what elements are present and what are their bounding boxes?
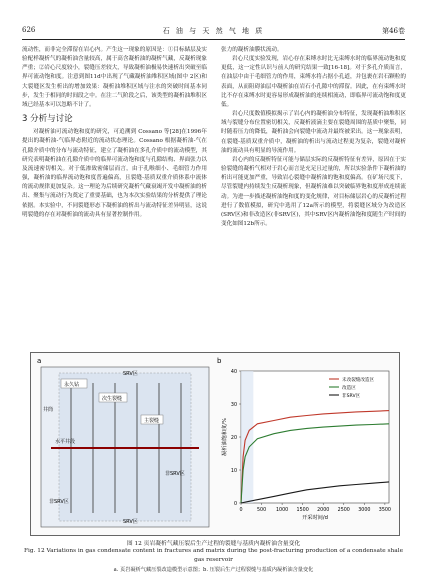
figure-caption-en-cont: gas reservoir [194, 557, 233, 563]
x-tick-label: 3500 [378, 508, 391, 513]
y-tick-label: 20 [230, 435, 237, 441]
left-column [22, 46, 207, 220]
y-tick-label: 0 [233, 501, 237, 507]
x-tick-label: 1500 [296, 508, 309, 513]
header-rule [22, 39, 405, 40]
figure-svg [31, 353, 399, 535]
x-tick-label: 500 [256, 508, 267, 513]
left-paragraph-2: 对凝析油可流动饱和度的研究，可追溯到 Cossano 等[28]在1996年提出的凝析油-气临界态附近的流动状态理论。Cossano 根据凝析油-气在孔隙介质中的分布与流动特征，建立了凝析油在多孔介质中的流动模型，其研究表明凝析油在孔隙介质中的临界可流动饱和度与孔隙结构、界面张力以及流速密切相关。对于低渗致密储层而言，由于孔喉细小、毛细管力作用强，凝析油的临界流动饱和度普遍偏高，且裂缝-基质双重介质体系中流体的流动规律更加复杂。这一理论为后续研究凝析气藏衰竭开发中凝析油的析出、聚集与流动行为奠定了重要基础，也为本次实验结果的分析提供了理论依据。本实验中，不同裂缝形态下凝析油的析出与流动特征差异明显，这说明裂缝的存在对凝析油的流动具有显著控制作用。 [22, 129, 207, 218]
page-number: 626 [22, 26, 36, 34]
section-heading: 3 分析与讨论 [22, 114, 73, 125]
right-paragraph-2: 岩心尺度实验发现，岩心存在束缚水时比无束缚水时的临界流动饱和度更低，这一定性认识与前人的研究结果一致[16-18]。对于多孔介质而言，在油层中由于毛细管力的作用，束缚水将占据小孔道，并包裹在岩石颗粒的表面，从而阻碍油层中凝析油在岩石小孔隙中的滞留。因此，在有束缚水时比不存在束缚水时更容易形成凝析油的连续相流动，即临界可流动饱和度更低。 [221, 56, 406, 108]
schematic-label: 永久钻 [64, 382, 80, 388]
y-tick-label: 30 [230, 402, 237, 408]
schematic-label: 主裂缝 [144, 418, 160, 424]
x-axis-label: 开采时间/d [302, 515, 328, 521]
x-tick-label: 2000 [317, 508, 330, 513]
figure-caption-en: Fig. 12 Variations in gas condensate content in fractures and matrix during the post-fracturing production of a condensate shale [24, 548, 403, 554]
y-axis-label: 凝析油饱和度/% [222, 418, 228, 456]
right-paragraph-3: 岩心尺度数值模拟揭示了岩心内的凝析油分布特征，发现凝析油堆积区域与裂缝分布位置密切相关，反凝析液滴主要在裂缝周围的基质中聚集，同时随着压力的降低，凝析油会向裂缝中流动并最终被采出。这一现象表明，在裂缝-基质双重介质中，凝析油的析出与流动过程更为复杂，裂缝对凝析油的流动具有明显的导流作用。 [221, 111, 406, 154]
volume-label: 第46卷 [382, 27, 405, 35]
right-paragraph-1: 张力的凝析油膜状流动。 [221, 47, 283, 53]
right-column [221, 46, 406, 229]
figure-12 [30, 352, 400, 536]
y-tick-label: 10 [230, 468, 237, 474]
schematic-label: SRV区 [123, 519, 138, 525]
schematic-label: SRV区 [123, 371, 138, 377]
running-header [22, 26, 405, 38]
schematic-label: 非SRV区 [49, 499, 69, 505]
schematic-label: 井筒 [43, 407, 54, 413]
legend-label: 未改裂缝改造区 [342, 377, 375, 383]
x-tick-label: 1000 [276, 508, 289, 513]
figure-caption-cn: 图 12 页岩凝析气藏压裂后生产过程的裂缝与基质内凝析油含量变化 [126, 541, 301, 547]
legend-label: 改造区 [342, 385, 356, 391]
highlight-band [241, 371, 253, 503]
schematic-label: 非SRV区 [165, 471, 185, 477]
x-tick-label: 2500 [337, 508, 350, 513]
x-tick-label: 3000 [358, 508, 371, 513]
right-paragraph-4: 岩心内的反凝析特征可能与储层实际的反凝析特征有差异，原因在于实验裂缝的凝析气相对于岩心而言是充足且过量的，所以实验条件下凝析油的析出可能更加严重，导致岩心裂缝中凝析油的饱和度偏高。在矿场尺度下，尽管裂缝内持续发生反凝析现象，但凝析油难以突破临界饱和度形成连续流动。为进一步描述凝析油饱和度的变化规律，对目标储层岩心的反凝析过程进行了数值模拟，研究中选用了12a所示的模型，将裂缝区域分为改造区(SRV区)和非改造区(非SRV区)，其中SRV区内凝析油饱和度随生产时间的变化如图12b所示。 [221, 156, 406, 227]
schematic-label: 次生裂缝 [102, 396, 123, 402]
legend-label: 非SRV区 [342, 393, 361, 399]
x-tick-label: 0 [239, 508, 243, 513]
figure-subcaption: a. 页岩凝析气藏压裂改造模型示意图；b. 压裂后生产过程裂缝与基质内凝析油含量变化 [113, 567, 314, 573]
left-paragraph-1: 流动性，而非完全滞留在岩心内。产生这一现象的原因是：①目标储层及实验配样凝析气的凝析油含量较高，属于高含凝析油的凝析气藏，反凝析现象严重；②岩心尺度较小，裂缝压差较大，导致凝析油极易快速析出突破至临界可流动饱和度。注意到图11d中出现了气藏凝析油堆积区域(图中 2区)和大裂缝区发生析出的增加效果：凝析油堆积区域与注水的突破时间基本同步，发生于相同的时间段之中。在注二气阶段之后，该类型的凝析油堆积区域已经基本可以忽略不计了。 [22, 47, 207, 108]
schematic-label: 水平井段 [55, 439, 76, 445]
panel-b-label: b [217, 357, 222, 365]
panel-a-label: a [37, 357, 42, 365]
journal-title: 石 油 与 天 然 气 地 质 [162, 27, 265, 35]
saturation-chart [220, 369, 391, 521]
y-tick-label: 40 [230, 369, 237, 375]
